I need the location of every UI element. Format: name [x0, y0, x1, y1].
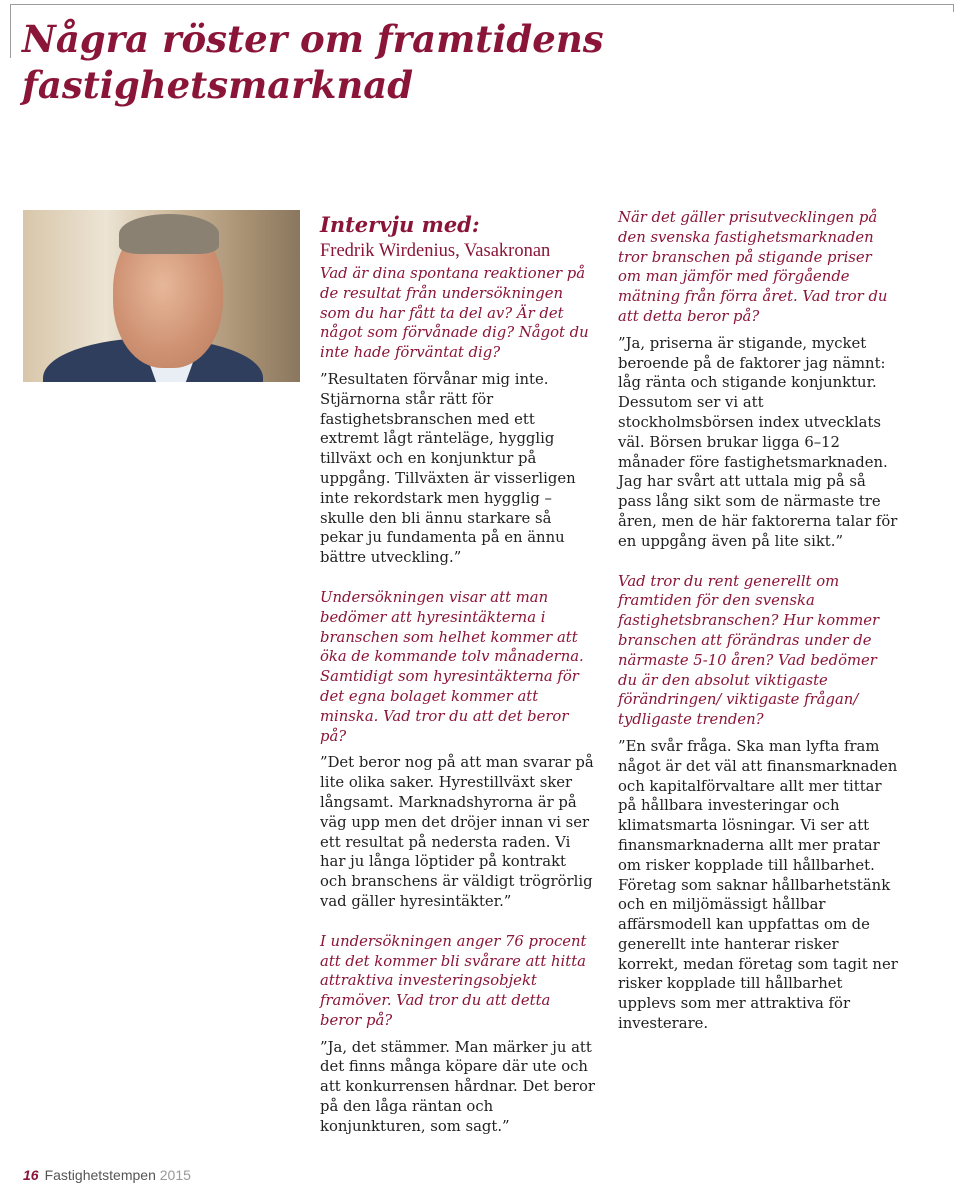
middle-column — [320, 212, 595, 1157]
left-border-rule — [10, 4, 11, 58]
portrait-photo — [23, 210, 300, 382]
page-footer — [23, 1166, 191, 1184]
answer-1: ”Resultaten förvånar mig inte. Stjärnorna står rätt för fastighetsbranschen med ett extremt lågt ränteläge, hygglig tillväxt och en konjunktur på uppgång. Tillväxten är visserligen inte rekordstark men hygglig – skulle den bli ännu starkare så pekar ju fundamenta på en ännu bättre utveckling.” — [320, 370, 576, 567]
photo-hair-shape — [119, 214, 219, 254]
interviewee-name: Fredrik Wirdenius, Vasakronan — [320, 241, 551, 261]
top-border-rule — [10, 4, 954, 5]
right-column — [618, 208, 898, 1054]
page-number: 16 — [23, 1167, 39, 1183]
question-3: I undersökningen anger 76 procent att det kommer bli svårare att hitta attraktiva investeringsobjekt framöver. Vad tror du att detta beror på? — [320, 932, 587, 1029]
answer-5: ”En svår fråga. Ska man lyfta fram något är det väl att finansmarknaden och kapitalförvaltare allt mer tittar på hållbara investeringar och klimatsmarta lösningar. Vi ser att finansmarknaderna allt mer pratar om risker kopplade till hållbarhet. Företag som saknar hållbarhetstänk och en miljömässigt hållbar affärsmodell kan uppfattas om de generellt inte hanterar risker korrekt, medan företag som tagit ner risker kopplade till hållbarhet upplevs som mer attraktiva för investerare. — [618, 737, 898, 1033]
answer-4: ”Ja, priserna är stigande, mycket beroende på de faktorer jag nämnt: låg ränta och stigande konjunktur. Dessutom ser vi att stockholmsbörsen index utvecklats väl. Börsen brukar ligga 6–12 månader före fastighetsmarknaden. Jag har svårt att uttala mig på så pass lång sikt som de närmaste tre åren, men de här faktorerna talar för en uppgång även på lite sikt.” — [618, 334, 898, 550]
question-2: Undersökningen visar att man bedömer att hyresintäkterna i branschen som helhet kommer att öka de kommande tolv månaderna. Samtidigt som hyresintäkterna för det egna bolaget kommer att minska. Vad tror du att det beror på? — [320, 588, 584, 745]
publication-name: Fastighetstempen — [44, 1167, 156, 1183]
answer-2: ”Det beror nog på att man svarar på lite olika saker. Hyrestillväxt sker långsamt. Marknadshyrorna är på väg upp men det dröjer innan vi ser ett resultat på nedersta raden. Vi har ju långa löptider på kontrakt och branschens är väldigt trögrörlig vad gäller hyresintäkter.” — [320, 754, 594, 910]
question-4: När det gäller prisutvecklingen på den svenska fastighetsmarknaden tror branschen på stigande priser om man jämför med förgående mätning från förra året. Vad tror du att detta beror på? — [618, 209, 888, 325]
question-1: Vad är dina spontana reaktioner på de resultat från undersökningen som du har fått ta del av? Är det något som förvånade dig? Något du inte hade förväntat dig? — [320, 265, 589, 362]
question-5: Vad tror du rent generellt om framtiden för den svenska fastighetsbranschen? Hur kommer branschen att förändras under de närmaste 5-10 åren? Vad bedömer du är den absolut viktigaste förändringen/ viktigaste frågan/ tydligaste trenden? — [618, 572, 880, 729]
interview-label: Intervju med: — [320, 212, 480, 237]
page-title: Några röster om framtidens fastighetsmarknad — [22, 17, 604, 107]
answer-3: ”Ja, det stämmer. Man märker ju att det finns många köpare där ute och att konkurrensen hårdnar. Det beror på den låga räntan och konjunkturen, som sagt.” — [320, 1038, 595, 1135]
publication-year: 2015 — [159, 1167, 191, 1183]
right-border-tick — [953, 4, 954, 12]
